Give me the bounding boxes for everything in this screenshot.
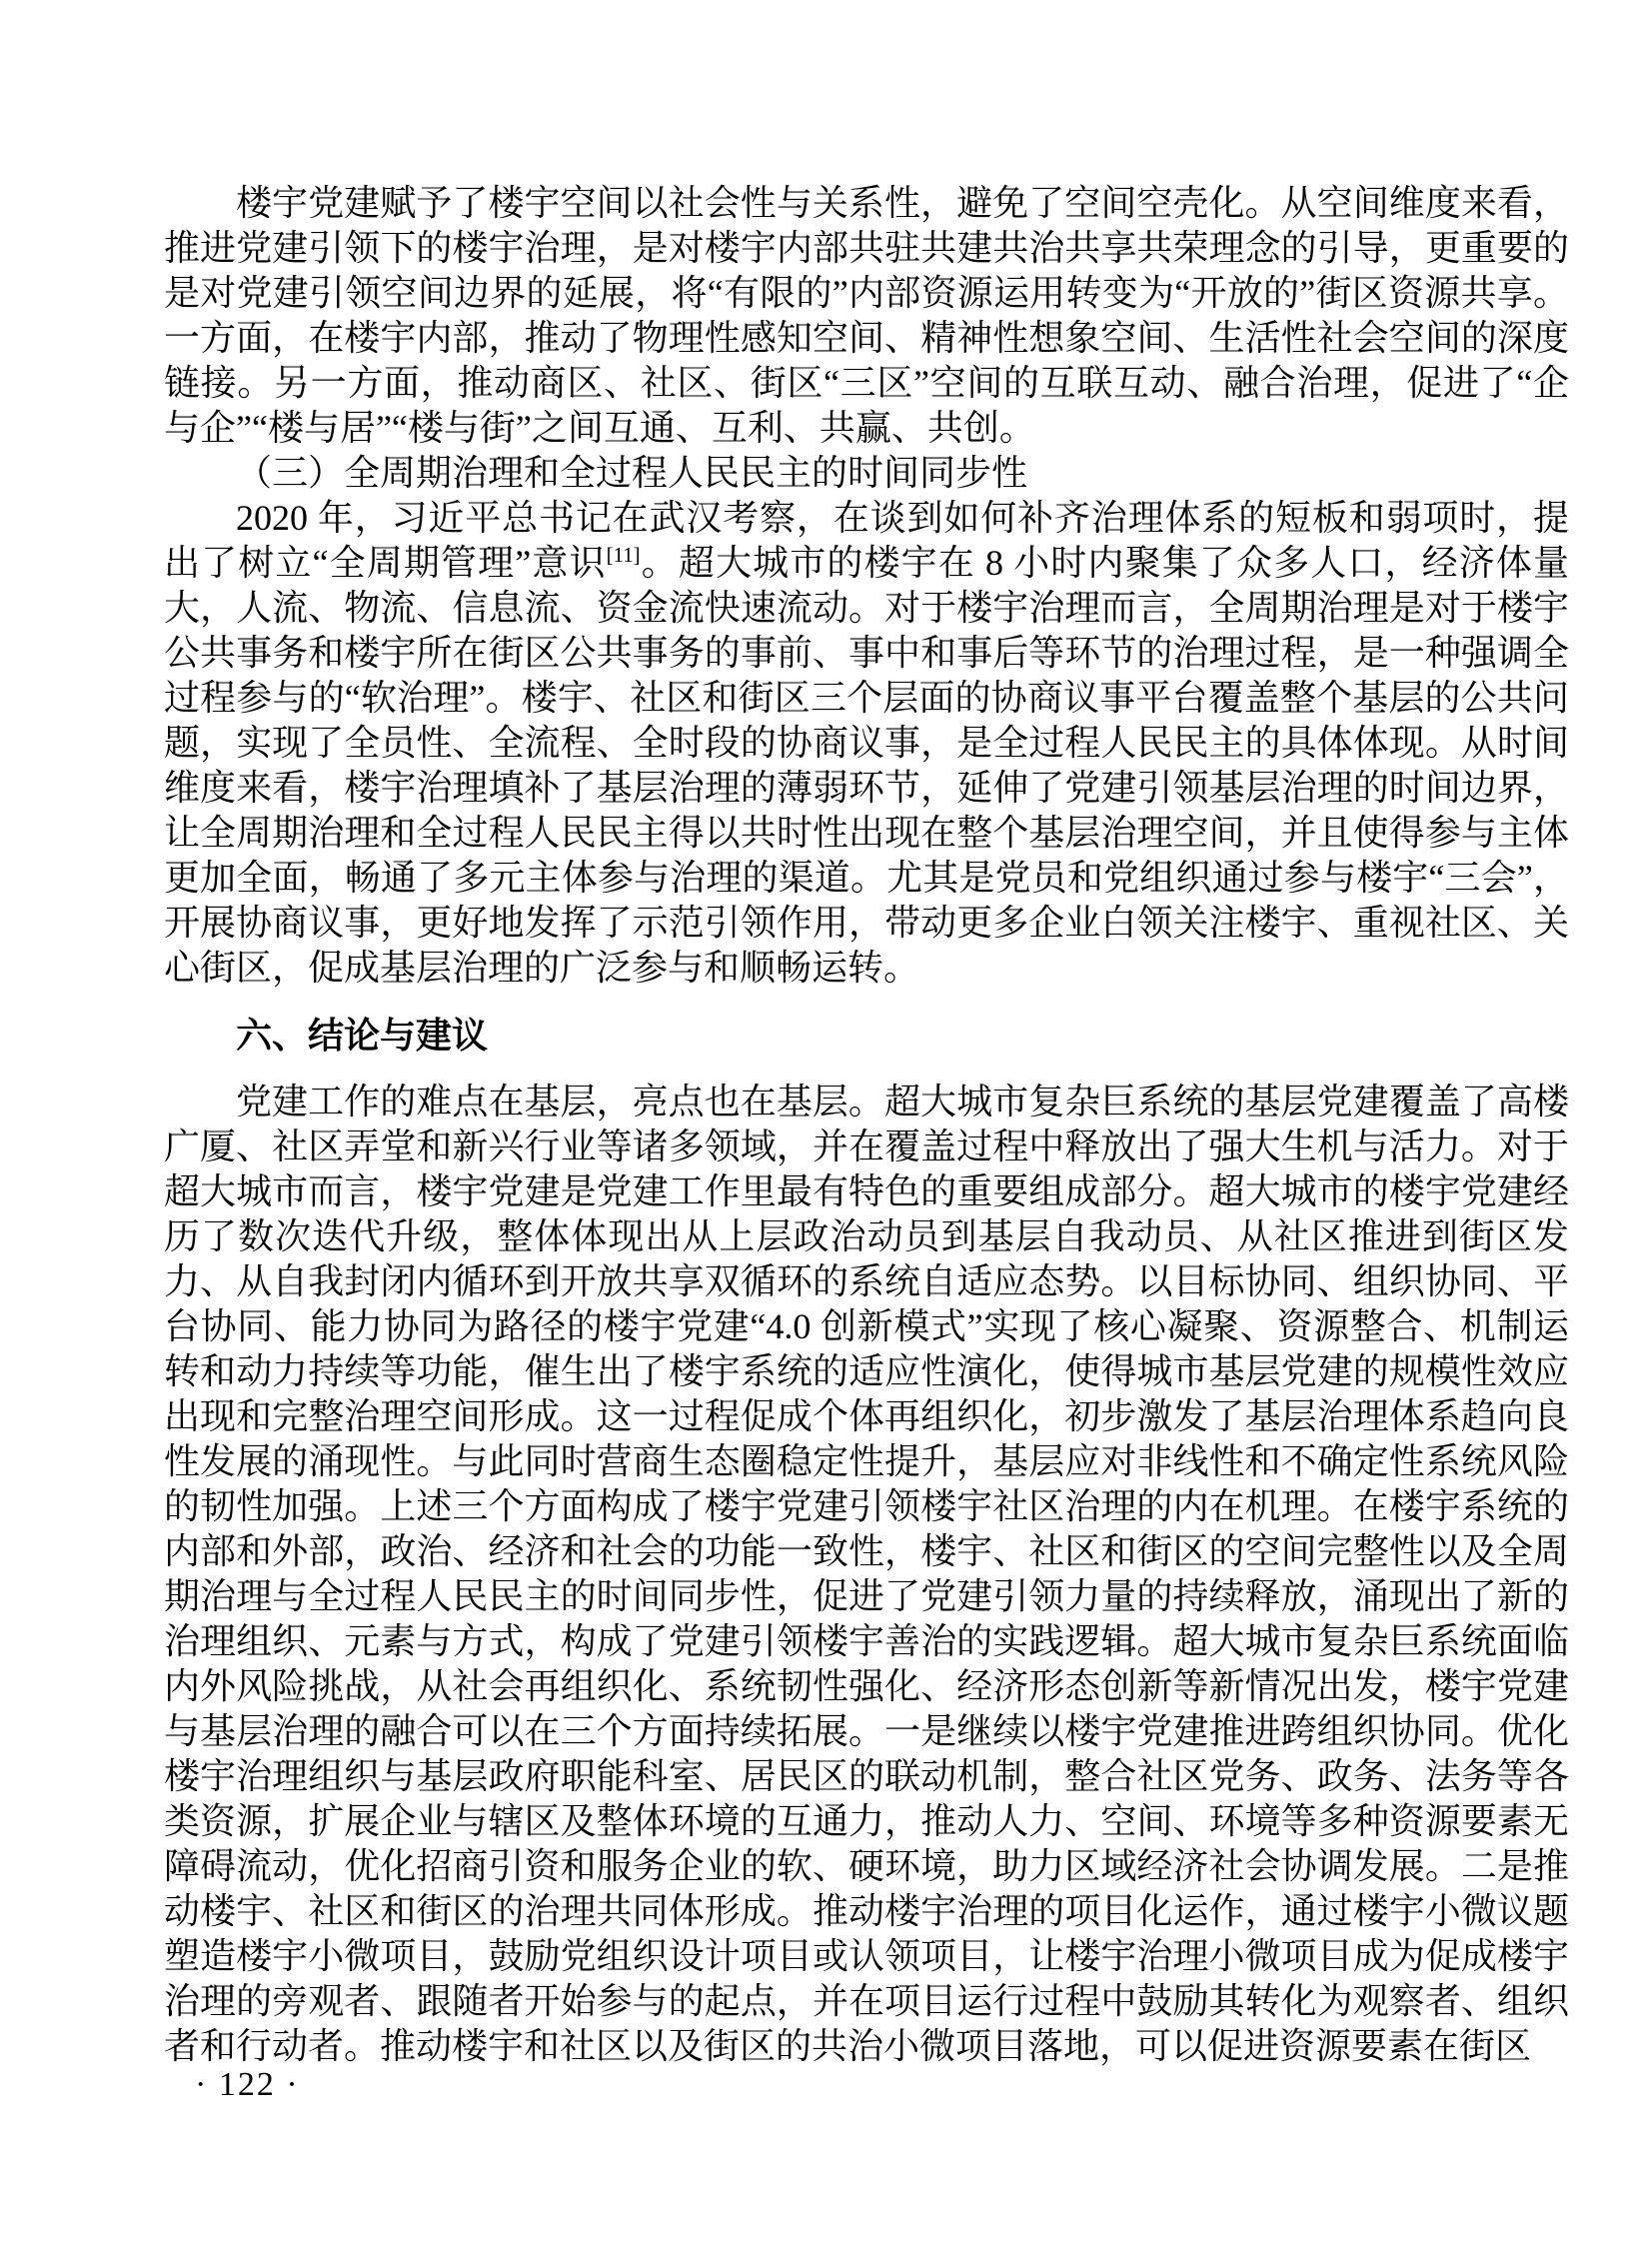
paragraph-time-text-after: 。超大城市的楼宇在 8 小时内聚集了众多人口，经济体量大，人流、物流、信息流、资金流快速流动。对于楼宇治理而言，全周期治理是对于楼宇公共事务和楼宇所在街区公共事务的事前、事中和事后等环节的治理过程，是一种强调全过程参与的“软治理”。楼宇、社区和街区三个层面的协商议事平台覆盖整个基层的公共问题，实现了全员性、全流程、全时段的协商议事，是全过程人民民主的具体体现。从时间维度来看，楼宇治理填补了基层治理的薄弱环节，延伸了党建引领基层治理的时间边界，让全周期治理和全过程人民民主得以共时性出现在整个基层治理空间，并且使得参与主体更加全面，畅通了多元主体参与治理的渠道。尤其是党员和党组织通过参与楼宇“三会”，开展协商议事，更好地发挥了示范引领作用，带动更多企业白领关注楼宇、重视社区、关心街区，促成基层治理的广泛参与和顺畅运转。	[164, 543, 1569, 988]
page-number: · 122 ·	[195, 2066, 300, 2103]
paragraph-time-dimension	[164, 496, 1569, 991]
section-heading-conclusion: 六、结论与建议	[236, 1015, 489, 1056]
text-block	[164, 181, 1569, 2069]
subsection-heading-3: （三）全周期治理和全过程人民民主的时间同步性	[236, 453, 1028, 493]
paragraph-time-text-before: 2020 年，习近平总书记在武汉考察，在谈到如何补齐治理体系的短板和弱项时，提出了树立“全周期管理”意识	[164, 498, 1569, 583]
paragraph-conclusion: 党建工作的难点在基层，亮点也在基层。超大城市复杂巨系统的基层党建覆盖了高楼广厦、社区弄堂和新兴行业等诸多领域，并在覆盖过程中释放出了强大生机与活力。对于超大城市而言，楼宇党建是党建工作里最有特色的重要组成部分。超大城市的楼宇党建经历了数次迭代升级，整体体现出从上层政治动员到基层自我动员、从社区推进到街区发力、从自我封闭内循环到开放共享双循环的系统自适应态势。以目标协同、组织协同、平台协同、能力协同为路径的楼宇党建“4.0 创新模式”实现了核心凝聚、资源整合、机制运转和动力持续等功能，催生出了楼宇系统的适应性演化，使得城市基层党建的规模性效应出现和完整治理空间形成。这一过程促成个体再组织化，初步激发了基层治理体系趋向良性发展的涌现性。与此同时营商生态圈稳定性提升，基层应对非线性和不确定性系统风险的韧性加强。上述三个方面构成了楼宇党建引领楼宇社区治理的内在机理。在楼宇系统的内部和外部，政治、经济和社会的功能一致性，楼宇、社区和街区的空间完整性以及全周期治理与全过程人民民主的时间同步性，促进了党建引领力量的持续释放，涌现出了新的治理组织、元素与方式，构成了党建引领楼宇善治的实践逻辑。超大城市复杂巨系统面临内外风险挑战，从社会再组织化、系统韧性强化、经济形态创新等新情况出发，楼宇党建与基层治理的融合可以在三个方面持续拓展。一是继续以楼宇党建推进跨组织协同。优化楼宇治理组织与基层政府职能科室、居民区的联动机制，整合社区党务、政务、法务等各类资源，扩展企业与辖区及整体环境的互通力，推动人力、空间、环境等多种资源要素无障碍流动，优化招商引资和服务企业的软、硬环境，助力区域经济社会协调发展。二是推动楼宇、社区和街区的治理共同体形成。推动楼宇治理的项目化运作，通过楼宇小微议题塑造楼宇小微项目，鼓励党组织设计项目或认领项目，让楼宇治理小微项目成为促成楼宇治理的旁观者、跟随者开始参与的起点，并在项目运行过程中鼓励其转化为观察者、组织者和行动者。推动楼宇和社区以及街区的共治小微项目落地，可以促进资源要素在街区	[164, 1082, 1569, 2066]
paragraph-space-dimension: 楼宇党建赋予了楼宇空间以社会性与关系性，避免了空间空壳化。从空间维度来看，推进党建引领下的楼宇治理，是对楼宇内部共驻共建共治共享共荣理念的引导，更重要的是对党建引领空间边界的延展，将“有限的”内部资源运用转变为“开放的”街区资源共享。一方面，在楼宇内部，推动了物理性感知空间、精神性想象空间、生活性社会空间的深度链接。另一方面，推动商区、社区、街区“三区”空间的互联互动、融合治理，促进了“企与企”“楼与居”“楼与街”之间互通、互利、共赢、共创。	[164, 183, 1569, 448]
citation-ref-11: [11]	[606, 543, 641, 567]
